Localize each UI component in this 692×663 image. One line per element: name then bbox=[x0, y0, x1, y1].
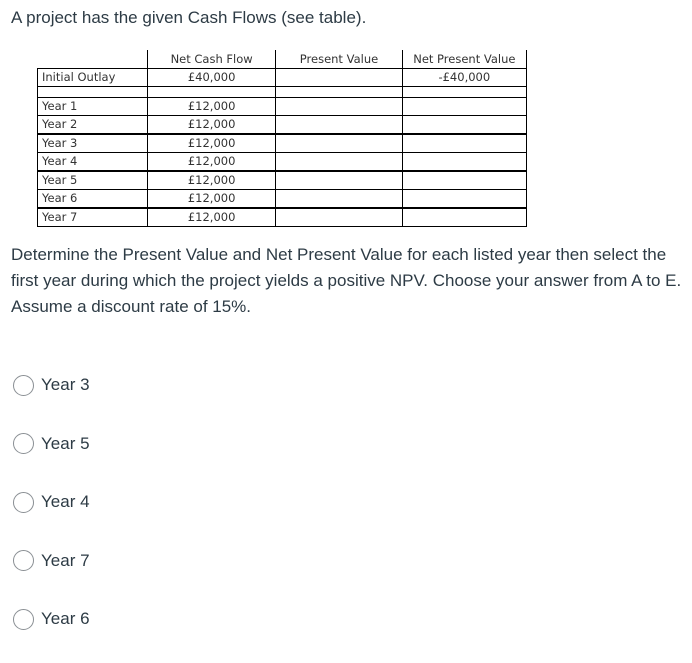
cell-present-value bbox=[276, 190, 402, 209]
cell-net-present-value: -£40,000 bbox=[402, 69, 526, 87]
spacer-cell bbox=[147, 87, 275, 98]
row-label: Year 6 bbox=[38, 190, 148, 209]
answer-label: Year 3 bbox=[41, 375, 90, 394]
cell-net-present-value bbox=[402, 208, 526, 227]
radio-button[interactable] bbox=[13, 375, 34, 396]
row-label: Year 2 bbox=[38, 116, 148, 135]
spacer-cell bbox=[402, 87, 526, 98]
cell-present-value bbox=[276, 153, 402, 172]
answer-label: Year 7 bbox=[41, 550, 90, 570]
answer-option[interactable] bbox=[13, 487, 90, 517]
header-net-cash-flow: Net Cash Flow bbox=[147, 51, 275, 69]
cell-net-cash-flow: £40,000 bbox=[147, 69, 275, 87]
cell-net-present-value bbox=[402, 190, 526, 209]
table-row bbox=[38, 98, 527, 116]
cell-net-present-value bbox=[402, 153, 526, 172]
cell-present-value bbox=[276, 69, 402, 87]
row-label: Year 1 bbox=[38, 98, 148, 116]
answer-option[interactable] bbox=[13, 546, 90, 576]
table-header-row bbox=[38, 51, 527, 69]
cash-flow-table bbox=[37, 50, 527, 227]
row-label: Year 7 bbox=[38, 208, 148, 227]
cell-net-present-value bbox=[402, 134, 526, 153]
header-blank bbox=[38, 51, 148, 69]
cell-net-cash-flow: £12,000 bbox=[147, 190, 275, 209]
cell-present-value bbox=[276, 208, 402, 227]
radio-button[interactable] bbox=[13, 433, 34, 454]
radio-button[interactable] bbox=[13, 550, 34, 571]
cell-net-cash-flow: £12,000 bbox=[147, 208, 275, 227]
cell-present-value bbox=[276, 171, 402, 190]
table-row bbox=[38, 190, 527, 209]
answer-options bbox=[13, 370, 90, 663]
table-row bbox=[38, 153, 527, 172]
table-row bbox=[38, 208, 527, 227]
answer-label: Year 6 bbox=[41, 609, 90, 628]
answer-option[interactable] bbox=[13, 604, 90, 634]
table-row bbox=[38, 134, 527, 153]
header-present-value: Present Value bbox=[276, 51, 402, 69]
cell-present-value bbox=[276, 116, 402, 135]
table-row bbox=[38, 116, 527, 135]
radio-button[interactable] bbox=[13, 609, 34, 630]
answer-label: Year 4 bbox=[41, 492, 90, 511]
row-label: Year 5 bbox=[38, 171, 148, 190]
cell-present-value bbox=[276, 134, 402, 153]
row-label: Year 3 bbox=[38, 134, 148, 153]
spacer-cell bbox=[276, 87, 402, 98]
answer-option[interactable] bbox=[13, 429, 90, 459]
cell-net-cash-flow: £12,000 bbox=[147, 116, 275, 135]
cell-net-cash-flow: £12,000 bbox=[147, 171, 275, 190]
answer-label: Year 5 bbox=[41, 433, 90, 453]
spacer-cell bbox=[38, 87, 148, 98]
cell-net-present-value bbox=[402, 116, 526, 135]
table-row-initial-outlay bbox=[38, 69, 527, 87]
cell-net-present-value bbox=[402, 98, 526, 116]
question-instructions: Determine the Present Value and Net Present Value for each listed year then select the first year during which the project yields a positive NPV. Choose your answer from A to E. Assume a discount rate of 15%. bbox=[11, 245, 682, 316]
cell-present-value bbox=[276, 98, 402, 116]
table-spacer-row bbox=[38, 87, 527, 98]
cell-net-present-value bbox=[402, 171, 526, 190]
cell-net-cash-flow: £12,000 bbox=[147, 134, 275, 153]
table-row bbox=[38, 171, 527, 190]
answer-option[interactable] bbox=[13, 370, 90, 400]
question-intro: A project has the given Cash Flows (see table). bbox=[11, 8, 367, 27]
cell-net-cash-flow: £12,000 bbox=[147, 98, 275, 116]
cell-net-cash-flow: £12,000 bbox=[147, 153, 275, 172]
row-label: Year 4 bbox=[38, 153, 148, 172]
radio-button[interactable] bbox=[13, 492, 34, 513]
row-label: Initial Outlay bbox=[38, 69, 148, 87]
header-net-present-value: Net Present Value bbox=[402, 51, 526, 69]
